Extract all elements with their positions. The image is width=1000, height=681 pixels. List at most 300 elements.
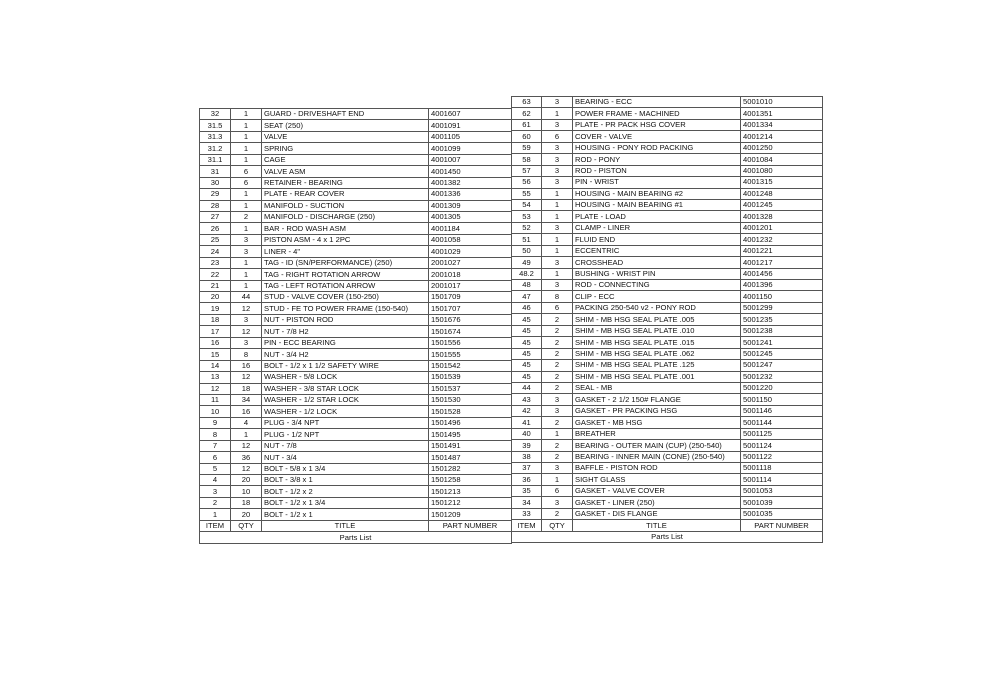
qty-cell: 1 — [542, 188, 573, 199]
table-row — [512, 97, 823, 108]
item-cell: 28 — [200, 200, 231, 211]
part-number-cell: 4001450 — [429, 166, 512, 177]
part-number-cell: 1501707 — [429, 303, 512, 314]
table-row — [200, 360, 512, 371]
title-cell: GUARD - DRIVESHAFT END — [262, 109, 429, 120]
title-cell: BREATHER — [573, 428, 741, 439]
item-cell: 54 — [512, 199, 542, 210]
item-cell: 8 — [200, 429, 231, 440]
part-number-cell: 5001247 — [741, 360, 823, 371]
table-row — [512, 154, 823, 165]
title-cell: SHIM - MB HSG SEAL PLATE .015 — [573, 337, 741, 348]
parts-list-caption: Parts List — [200, 532, 512, 543]
title-cell: NUT - 3/4 — [262, 452, 429, 463]
table-row — [512, 131, 823, 142]
title-cell: TAG - RIGHT ROTATION ARROW — [262, 269, 429, 280]
item-cell: 31.3 — [200, 131, 231, 142]
table-row — [200, 131, 512, 142]
table-row — [512, 199, 823, 210]
table-row — [512, 257, 823, 268]
part-number-cell: 4001232 — [741, 234, 823, 245]
table-row — [512, 314, 823, 325]
item-cell: 25 — [200, 234, 231, 245]
table-row — [200, 292, 512, 303]
item-cell: 15 — [200, 349, 231, 360]
item-cell: 31.2 — [200, 143, 231, 154]
title-cell: MANIFOLD - DISCHARGE (250) — [262, 211, 429, 222]
part-number-cell: 5001010 — [741, 97, 823, 108]
title-cell: GASKET - 2 1/2 150# FLANGE — [573, 394, 741, 405]
footer-row — [512, 531, 823, 542]
table-row — [512, 371, 823, 382]
table-row — [512, 177, 823, 188]
title-cell: NUT - 7/8 — [262, 440, 429, 451]
title-cell: PLUG - 3/4 NPT — [262, 417, 429, 428]
table-row — [512, 497, 823, 508]
table-row — [200, 177, 512, 188]
qty-cell: 1 — [231, 257, 262, 268]
table-row — [200, 234, 512, 245]
title-cell: ROD - PONY — [573, 154, 741, 165]
part-number-cell: 2001018 — [429, 269, 512, 280]
item-cell: 36 — [512, 474, 542, 485]
qty-cell: 3 — [542, 154, 573, 165]
table-row — [512, 119, 823, 130]
table-row — [512, 485, 823, 496]
part-number-cell: 5001241 — [741, 337, 823, 348]
table-row — [200, 269, 512, 280]
item-cell: 13 — [200, 372, 231, 383]
item-cell: 45 — [512, 314, 542, 325]
title-cell: CLAMP - LINER — [573, 222, 741, 233]
parts-list-left-body — [200, 109, 512, 521]
title-cell: HOUSING - PONY ROD PACKING — [573, 142, 741, 153]
header-row — [200, 520, 512, 531]
item-cell: 62 — [512, 108, 542, 119]
qty-cell: 1 — [231, 131, 262, 142]
item-cell: 27 — [200, 211, 231, 222]
table-row — [512, 337, 823, 348]
title-cell: BOLT - 1/2 x 1 — [262, 509, 429, 520]
item-cell: 11 — [200, 394, 231, 405]
qty-cell: 1 — [231, 120, 262, 131]
header-title: TITLE — [262, 520, 429, 531]
part-number-cell: 4001250 — [741, 142, 823, 153]
title-cell: CAGE — [262, 154, 429, 165]
header-item: ITEM — [512, 520, 542, 531]
item-cell: 26 — [200, 223, 231, 234]
part-number-cell: 2001017 — [429, 280, 512, 291]
title-cell: WASHER - 1/2 STAR LOCK — [262, 394, 429, 405]
part-number-cell: 4001080 — [741, 165, 823, 176]
title-cell: GASKET - MB HSG — [573, 417, 741, 428]
part-number-cell: 5001299 — [741, 302, 823, 313]
qty-cell: 8 — [542, 291, 573, 302]
qty-cell: 2 — [542, 440, 573, 451]
header-qty: QTY — [542, 520, 573, 531]
table-row — [200, 211, 512, 222]
item-cell: 45 — [512, 348, 542, 359]
title-cell: SHIM - MB HSG SEAL PLATE .062 — [573, 348, 741, 359]
qty-cell: 3 — [231, 246, 262, 257]
qty-cell: 2 — [542, 371, 573, 382]
part-number-cell: 5001053 — [741, 485, 823, 496]
header-part-number: PART NUMBER — [741, 520, 823, 531]
part-number-cell: 4001150 — [741, 291, 823, 302]
item-cell: 33 — [512, 508, 542, 519]
table-row — [200, 303, 512, 314]
item-cell: 34 — [512, 497, 542, 508]
qty-cell: 1 — [231, 280, 262, 291]
title-cell: BOLT - 1/2 x 1 3/4 — [262, 497, 429, 508]
title-cell: WASHER - 5/8 LOCK — [262, 372, 429, 383]
parts-list-left — [199, 108, 512, 544]
item-cell: 37 — [512, 463, 542, 474]
item-cell: 46 — [512, 302, 542, 313]
qty-cell: 1 — [542, 428, 573, 439]
part-number-cell: 4001007 — [429, 154, 512, 165]
qty-cell: 12 — [231, 440, 262, 451]
table-row — [512, 268, 823, 279]
table-row — [512, 142, 823, 153]
table-row — [200, 440, 512, 451]
title-cell: TAG - ID (SN/PERFORMANCE) (250) — [262, 257, 429, 268]
table-row — [200, 257, 512, 268]
item-cell: 48 — [512, 280, 542, 291]
title-cell: BOLT - 3/8 x 1 — [262, 475, 429, 486]
item-cell: 2 — [200, 497, 231, 508]
table-row — [512, 234, 823, 245]
item-cell: 41 — [512, 417, 542, 428]
item-cell: 55 — [512, 188, 542, 199]
title-cell: GASKET - LINER (250) — [573, 497, 741, 508]
part-number-cell: 4001328 — [741, 211, 823, 222]
qty-cell: 1 — [231, 189, 262, 200]
qty-cell: 4 — [231, 417, 262, 428]
table-row — [512, 188, 823, 199]
parts-list-right — [511, 96, 823, 543]
qty-cell: 12 — [231, 463, 262, 474]
part-number-cell: 4001221 — [741, 245, 823, 256]
table-row — [512, 222, 823, 233]
item-cell: 6 — [200, 452, 231, 463]
item-cell: 24 — [200, 246, 231, 257]
item-cell: 9 — [200, 417, 231, 428]
table-row — [200, 509, 512, 520]
table-row — [200, 383, 512, 394]
qty-cell: 3 — [542, 165, 573, 176]
qty-cell: 1 — [231, 429, 262, 440]
title-cell: SPRING — [262, 143, 429, 154]
qty-cell: 3 — [542, 257, 573, 268]
table-row — [512, 360, 823, 371]
item-cell: 59 — [512, 142, 542, 153]
item-cell: 49 — [512, 257, 542, 268]
item-cell: 48.2 — [512, 268, 542, 279]
part-number-cell: 1501676 — [429, 314, 512, 325]
part-number-cell: 4001214 — [741, 131, 823, 142]
part-number-cell: 4001099 — [429, 143, 512, 154]
part-number-cell: 2001027 — [429, 257, 512, 268]
table-row — [512, 440, 823, 451]
part-number-cell: 5001124 — [741, 440, 823, 451]
part-number-cell: 4001248 — [741, 188, 823, 199]
part-number-cell: 1501487 — [429, 452, 512, 463]
part-number-cell: 5001125 — [741, 428, 823, 439]
item-cell: 43 — [512, 394, 542, 405]
table-row — [512, 508, 823, 519]
part-number-cell: 1501209 — [429, 509, 512, 520]
item-cell: 18 — [200, 314, 231, 325]
part-number-cell: 4001091 — [429, 120, 512, 131]
item-cell: 45 — [512, 360, 542, 371]
item-cell: 47 — [512, 291, 542, 302]
title-cell: HOUSING - MAIN BEARING #1 — [573, 199, 741, 210]
qty-cell: 3 — [542, 177, 573, 188]
item-cell: 42 — [512, 405, 542, 416]
title-cell: BOLT - 1/2 x 2 — [262, 486, 429, 497]
item-cell: 7 — [200, 440, 231, 451]
title-cell: CROSSHEAD — [573, 257, 741, 268]
qty-cell: 3 — [542, 497, 573, 508]
qty-cell: 12 — [231, 372, 262, 383]
qty-cell: 16 — [231, 406, 262, 417]
item-cell: 31.5 — [200, 120, 231, 131]
title-cell: PLATE - LOAD — [573, 211, 741, 222]
title-cell: BEARING - INNER MAIN (CONE) (250-540) — [573, 451, 741, 462]
item-cell: 31 — [200, 166, 231, 177]
header-qty: QTY — [231, 520, 262, 531]
header-row — [512, 520, 823, 531]
item-cell: 50 — [512, 245, 542, 256]
table-row — [200, 417, 512, 428]
part-number-cell: 1501530 — [429, 394, 512, 405]
item-cell: 16 — [200, 337, 231, 348]
table-row — [200, 452, 512, 463]
title-cell: PISTON ASM - 4 x 1 2PC — [262, 234, 429, 245]
qty-cell: 3 — [231, 337, 262, 348]
table-row — [512, 108, 823, 119]
qty-cell: 2 — [231, 211, 262, 222]
item-cell: 17 — [200, 326, 231, 337]
table-row — [512, 394, 823, 405]
qty-cell: 1 — [231, 143, 262, 154]
title-cell: SHIM - MB HSG SEAL PLATE .010 — [573, 325, 741, 336]
qty-cell: 3 — [542, 280, 573, 291]
part-number-cell: 4001396 — [741, 280, 823, 291]
qty-cell: 2 — [542, 337, 573, 348]
title-cell: RETAINER - BEARING — [262, 177, 429, 188]
title-cell: PLATE - PR PACK HSG COVER — [573, 119, 741, 130]
title-cell: SIGHT GLASS — [573, 474, 741, 485]
table-row — [512, 405, 823, 416]
part-number-cell: 4001334 — [741, 119, 823, 130]
title-cell: BAFFLE - PISTON ROD — [573, 463, 741, 474]
qty-cell: 6 — [542, 302, 573, 313]
part-number-cell: 1501496 — [429, 417, 512, 428]
qty-cell: 3 — [231, 314, 262, 325]
qty-cell: 12 — [231, 326, 262, 337]
qty-cell: 20 — [231, 509, 262, 520]
item-cell: 5 — [200, 463, 231, 474]
part-number-cell: 4001305 — [429, 211, 512, 222]
qty-cell: 1 — [231, 200, 262, 211]
qty-cell: 6 — [231, 177, 262, 188]
table-row — [512, 211, 823, 222]
table-row — [512, 325, 823, 336]
part-number-cell: 4001217 — [741, 257, 823, 268]
item-cell: 40 — [512, 428, 542, 439]
title-cell: SHIM - MB HSG SEAL PLATE .005 — [573, 314, 741, 325]
table-row — [200, 349, 512, 360]
qty-cell: 18 — [231, 383, 262, 394]
table-row — [200, 200, 512, 211]
part-number-cell: 4001058 — [429, 234, 512, 245]
item-cell: 61 — [512, 119, 542, 130]
part-number-cell: 4001315 — [741, 177, 823, 188]
part-number-cell: 5001035 — [741, 508, 823, 519]
qty-cell: 6 — [542, 485, 573, 496]
part-number-cell: 4001309 — [429, 200, 512, 211]
item-cell: 45 — [512, 337, 542, 348]
table-row — [200, 280, 512, 291]
title-cell: STUD - FE TO POWER FRAME (150-540) — [262, 303, 429, 314]
table-row — [512, 165, 823, 176]
part-number-cell: 5001114 — [741, 474, 823, 485]
qty-cell: 2 — [542, 314, 573, 325]
header-item: ITEM — [200, 520, 231, 531]
qty-cell: 1 — [231, 154, 262, 165]
part-number-cell: 4001607 — [429, 109, 512, 120]
title-cell: BOLT - 1/2 x 1 1/2 SAFETY WIRE — [262, 360, 429, 371]
title-cell: BAR - ROD WASH ASM — [262, 223, 429, 234]
title-cell: SHIM - MB HSG SEAL PLATE .001 — [573, 371, 741, 382]
qty-cell: 2 — [542, 325, 573, 336]
title-cell: ROD - CONNECTING — [573, 280, 741, 291]
title-cell: CLIP - ECC — [573, 291, 741, 302]
part-number-cell: 5001122 — [741, 451, 823, 462]
footer-row — [200, 532, 512, 543]
part-number-cell: 1501528 — [429, 406, 512, 417]
title-cell: GASKET - PR PACKING HSG — [573, 405, 741, 416]
qty-cell: 1 — [542, 211, 573, 222]
table-row — [512, 245, 823, 256]
part-number-cell: 1501491 — [429, 440, 512, 451]
qty-cell: 36 — [231, 452, 262, 463]
item-cell: 39 — [512, 440, 542, 451]
part-number-cell: 5001118 — [741, 463, 823, 474]
table-row — [200, 154, 512, 165]
item-cell: 35 — [512, 485, 542, 496]
part-number-cell: 1501495 — [429, 429, 512, 440]
table-row — [200, 372, 512, 383]
item-cell: 53 — [512, 211, 542, 222]
table-row — [200, 406, 512, 417]
qty-cell: 10 — [231, 486, 262, 497]
qty-cell: 3 — [231, 234, 262, 245]
title-cell: FLUID END — [573, 234, 741, 245]
item-cell: 38 — [512, 451, 542, 462]
title-cell: LINER - 4" — [262, 246, 429, 257]
item-cell: 20 — [200, 292, 231, 303]
part-number-cell: 4001336 — [429, 189, 512, 200]
title-cell: WASHER - 3/8 STAR LOCK — [262, 383, 429, 394]
part-number-cell: 1501542 — [429, 360, 512, 371]
qty-cell: 18 — [231, 497, 262, 508]
qty-cell: 2 — [542, 360, 573, 371]
table-row — [200, 109, 512, 120]
table-row — [200, 166, 512, 177]
item-cell: 1 — [200, 509, 231, 520]
qty-cell: 2 — [542, 382, 573, 393]
parts-list-caption: Parts List — [512, 531, 823, 542]
item-cell: 57 — [512, 165, 542, 176]
part-number-cell: 1501674 — [429, 326, 512, 337]
item-cell: 19 — [200, 303, 231, 314]
title-cell: ROD - PISTON — [573, 165, 741, 176]
qty-cell: 2 — [542, 451, 573, 462]
qty-cell: 12 — [231, 303, 262, 314]
part-number-cell: 5001146 — [741, 405, 823, 416]
title-cell: HOUSING - MAIN BEARING #2 — [573, 188, 741, 199]
title-cell: MANIFOLD - SUCTION — [262, 200, 429, 211]
qty-cell: 3 — [542, 222, 573, 233]
part-number-cell: 5001150 — [741, 394, 823, 405]
part-number-cell: 5001232 — [741, 371, 823, 382]
item-cell: 4 — [200, 475, 231, 486]
header-title: TITLE — [573, 520, 741, 531]
item-cell: 3 — [200, 486, 231, 497]
table-row — [200, 326, 512, 337]
qty-cell: 44 — [231, 292, 262, 303]
title-cell: GASKET - VALVE COVER — [573, 485, 741, 496]
table-row — [200, 429, 512, 440]
part-number-cell: 1501213 — [429, 486, 512, 497]
table-row — [512, 291, 823, 302]
title-cell: BEARING - ECC — [573, 97, 741, 108]
table-row — [200, 337, 512, 348]
title-cell: BUSHING - WRIST PIN — [573, 268, 741, 279]
table-row — [200, 143, 512, 154]
part-number-cell: 1501212 — [429, 497, 512, 508]
table-row — [512, 451, 823, 462]
part-number-cell: 4001184 — [429, 223, 512, 234]
item-cell: 10 — [200, 406, 231, 417]
title-cell: POWER FRAME - MACHINED — [573, 108, 741, 119]
qty-cell: 3 — [542, 463, 573, 474]
parts-list-right-body — [512, 97, 823, 520]
title-cell: VALVE ASM — [262, 166, 429, 177]
part-number-cell: 1501282 — [429, 463, 512, 474]
qty-cell: 1 — [542, 474, 573, 485]
item-cell: 30 — [200, 177, 231, 188]
item-cell: 12 — [200, 383, 231, 394]
qty-cell: 1 — [542, 234, 573, 245]
qty-cell: 1 — [542, 108, 573, 119]
qty-cell: 3 — [542, 97, 573, 108]
table-row — [200, 497, 512, 508]
part-number-cell: 5001235 — [741, 314, 823, 325]
part-number-cell: 4001456 — [741, 268, 823, 279]
qty-cell: 6 — [542, 131, 573, 142]
part-number-cell: 4001245 — [741, 199, 823, 210]
item-cell: 45 — [512, 371, 542, 382]
title-cell: VALVE — [262, 131, 429, 142]
qty-cell: 1 — [542, 199, 573, 210]
item-cell: 52 — [512, 222, 542, 233]
table-row — [200, 486, 512, 497]
title-cell: BOLT - 5/8 x 1 3/4 — [262, 463, 429, 474]
